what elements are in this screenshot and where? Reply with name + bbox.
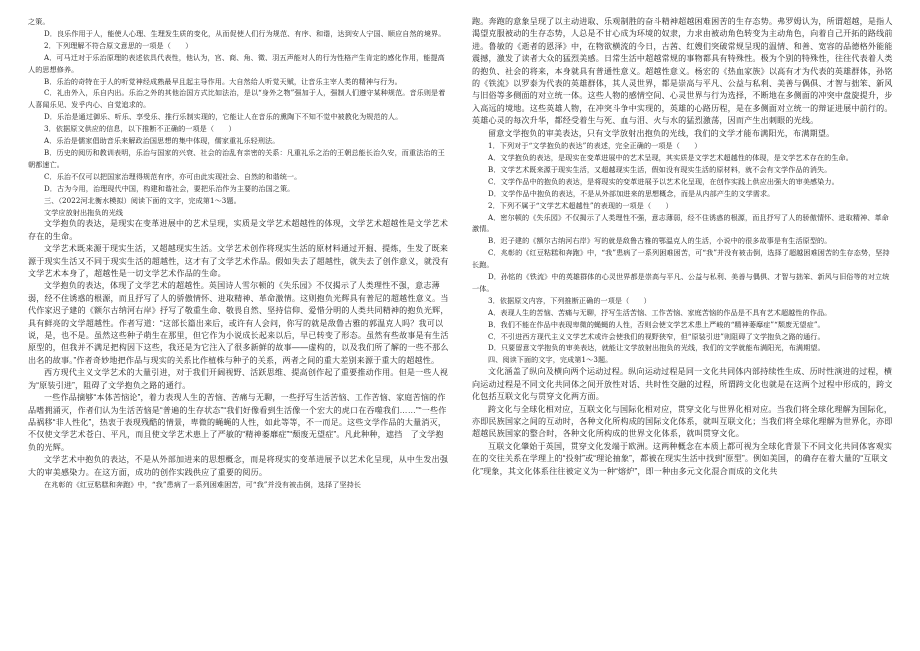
option-c: C．文学作品中的抱负的表达，是将现实的变革进展予以艺术化呈现，在创作实践上供应出强大的审美感染力。 [488, 176, 839, 186]
left-column [28, 16, 450, 491]
article-paragraph: 文化涵盖了纵向及横向两个运动过程。纵向运动过程是同一文化共同体内部持续性生成、历时性演进的过程，横向运动过程是不同文化共同体之间开放性对话、共时性交融的过程，所谓跨文化也就是在这两个过程中形成的，跨文化包括互联文化与贯穿文化两方面。 [472, 367, 893, 402]
option-d: D．文学作品中抱负的表达，不是从外部加进来的思想概念，而是从内部产生的文学需求。 [488, 188, 775, 198]
question-1: 1．下列对于“文学抱负的表达”的表述，完全正确的一项是（ ） [488, 141, 702, 151]
option-a: A．文学抱负的表达，是现实在变革进展中的艺术呈现，其实质是文学艺术超越性的体现，是文学艺术存在的生命。 [488, 152, 853, 162]
question-3: 3．依据原文供应的信息，以下推断不正确的一项是（ ） [44, 124, 236, 134]
option-c: C．兆彰的《红豆粘糕和奔跑》中，“我”患病了一系列困难困苦，可“我”并没有被击倒，选择了超越困难困苦的生存态势，坚持长跑。 [472, 248, 890, 270]
article-paragraph: 文学艺术中抱负的表达，不是从外部加进来的思想概念，而是将现实的变革进展予以艺术化呈现，从中生发出强大的审美感染力。在这方面，成功的创作实践供应了重要的阅历。 [28, 455, 449, 477]
option-d: D．良乐作用于人，能使人心理、生理发生质的变化，从而促使人们行为规范、有序、和谐，达到安人宁国、顺应自然的境界。 [44, 28, 446, 38]
option-b: B．历史的阅历和教训表明，乐治与国家的兴衰、社会的治乱有亲密的关系：凡重礼乐之治的王朝总能长治久安，而重法治的王朝都速亡。 [28, 147, 445, 169]
option-c: C．乐治不仅可以把国家治理得规范有序，亦可由此实现社会、自然的和谐统一。 [44, 171, 302, 181]
article-paragraph: 文学艺术既来源于现实生活，又超越现实生活。文学艺术创作将现实生活的原材料通过开掘、提炼，生发了既来源于现实生活又不同于现实生活的超越性，这才有了文学艺术作品。假如失去了超越性，就失去了创作意义，就没有文学艺术本身了，超越性是一切文学艺术作品的生命。 [28, 244, 449, 279]
article-paragraph: 互联文化肇始于英国，贯穿文化发端于欧洲。这两种概念在本质上都可视为全球化背景下不同文化共同体客观实在的交往关系在学理上的“投射”或“理论抽象”，都被在现实生活中找到“原型”。例如美国，的确存在着大量的“互联文化”现象，其文化体系往往被定义为一种“熔炉”，即一种由多元文化混合而成的文化共 [472, 441, 893, 476]
article-paragraph: 跨文化与全球化相对应，互联文化与国际化相对应，贯穿文化与世界化相对应。当我们将全球化理解为国际化，亦即民族国家之间的互动时，各种文化所构成的国际文化体系，就叫互联文化；当我们将全球化理解为世界化，亦即超越民族国家的整合时，各种文化所构成的世界文化体系，就叫贯穿文化。 [472, 404, 893, 439]
article-paragraph: 西方现代主义文学艺术的大量引进，对于我们开阔视野、活跃思维、提高创作起了重要推动作用。但是一些人视为“原装引进”，阻碍了文学抱负之路的通行。 [28, 368, 449, 390]
question-2: 2．下列理解不符合原文意思的一项是（ ） [44, 40, 193, 50]
article-title: 文学应放射出拖负的光线 [44, 207, 124, 217]
article-paragraph: 跑。奔跑的意象呈现了以主动进取、乐观制胜的奋斗精神超越困难困苦的生存态势。弗罗姆认为，所谓超越，是指人渴望克服被动的生存态势，人总是不甘心成为环境的奴隶，力求由被动角色转变为主动角色，向着自己开拓的路线前进。鲁敏的《逝者的恩泽》中，在物欲横流的今日，古茜、红嫂们突破常规呈现的温情、和善、宽容的品德格外能能震撼，激发了读者大众的猛烈美感。日常生活中超越常规的事物都具有特殊性。极为个别的特殊性，往往代表着人类的抱负、社会的将来，本身就具有普通性意义。超越性意义。杨宏的《热血家族》以高有才为代表的英雄群体，孙铭的《铁流》以罗泰为代表的英雄群体，其人灵世界，都是崇高与平凡、公益与私利、美善与偶俱、才智与拙笨、新风与旧俗等多侧面的对立统一体。这些人物的感情空间、心灵世界与行为选择，不断地在多侧面的冲突中盘旋提升，步入高远的境地。这些英雄人物，在冲突斗争中实现的，英雄的心路历程，是在多侧面对立统一的辩证进展中前行的。英雄心灵的每次升华，都经受着生与死、血与泪、火与水的猛烈激荡，因而产生出刺眼的光线。 [472, 17, 893, 126]
option-b: B．迟子建的《额尔古纳河右岸》写的就是敌鲁古雅的鄂温克人的生活，小说中的很多故事是有生活原型的。 [488, 236, 832, 246]
option-a: A．可马迁对于乐治原理的表述依具代表性，他认为，宫、商、角、徵、羽五声能对人的行为性格产生肯定的感化作用，能提高人的思想修养。 [28, 52, 445, 74]
option-d: D．古为今用，治理现代中国，构建和谐社会，要把乐治作为主要的治国之策。 [44, 183, 295, 193]
option-d: D．乐治是通过御乐、听乐、享受乐、推行乐制实现的，它能让人在音乐的熏陶下不知不觉中被教化为规范的人。 [44, 112, 403, 122]
option-c: C．不引进西方现代主义文学艺术或许会使我们的视野狭窄，但“原装引进”则阻碍了文学抱负之路的通行。 [488, 331, 825, 341]
option-b: B．乐治的奇特在于人的听觉神经成熟最早且起主导作用。大自然给人听觉天赋，让音乐主宰人类的精神与行为。 [44, 76, 402, 86]
option-d: D．只要留意文学抱负的审美表达，就能让文学放射出抱负的光线，我们的文学就能布满阳光，布满期望。 [488, 343, 825, 353]
option-b: B．我们不能在作品中表现卑微的蝇蝇的人性，否则会使文学艺术患上严峻的“精神萎靡症”“颓废无望症”。 [488, 319, 825, 329]
section-heading: 四、阅读下面的文字，完成第1～3题。 [488, 355, 613, 365]
article-paragraph: 文学抱负的表达，是现实在变革进展中的艺术呈现，实质是文学艺术超越性的体现，文学艺术超越性是文学艺术存在的生命。 [28, 219, 449, 241]
option-c: C．礼由外入，乐自内出。乐治之外的其他治国方式比如法治，是以“身外之物”强加于人，强制人们遵守某种规范。音乐则是着人喜闻乐见、发乎内心、自觉追求的。 [28, 88, 446, 110]
article-paragraph: 在兆彰的《红豆粘糕和奔跑》中，“我”患病了一系列困难困苦，可“我”并没有被击倒，选择了坚持长 [44, 479, 362, 489]
option-a: A．乐治是儒家倡助音乐来解政治国思想的集中体现，儒家重礼乐轻刑法。 [44, 136, 280, 146]
option-a: A．密尔顿的《失乐园》不仅揭示了人类理性不强，意志薄弱，经不住诱惑的根源，而且抒写了人的骄傲情怀、进取精神、革命激情。 [472, 212, 889, 234]
question-3: 3．依据原文内容，下列推断正确的一项是（ ） [488, 295, 651, 305]
option-a: A．表现人生的苦恼、苦痛与无聊，抒写生活苦恼、工作苦恼、家庭苦恼的作品是不具有艺术超越性的作品。 [488, 307, 832, 317]
text-line: 之策。 [28, 17, 50, 26]
option-b: B．文学艺术既来源于现实生活，又超越现实生活，假如没有现实生活的原材料，就不会有文学作品的消失。 [488, 164, 832, 174]
article-paragraph: 留意文学抱负的审美表达，只有文学放射出抱负的光线，我们的文学才能布满阳光，布满期望。 [488, 128, 835, 138]
article-paragraph: 一些作品摘够“本体苦恼论”，着力表现人生的苦恼、苦痛与无聊，一些抒写生活苦恼、工作苦恼、家庭苦恼的作品嗜拥涌灭，作者们认为生活苦恼是“普遍的生存状态”“我们好像看到生活像一个宏大的虎口在吞噬我们……”“一些作品祸移“非人性化”，热衷于表现残酷的情景，卑微的蝇蝇的人性，如此等等，不一而足。这些文学作品的大量消灭，不仅使文学艺术苍白、平凡，而且使文学艺术患上了严敏的“精神萎靡症”“颓废无望症”。凡此种种，遮挡 了文学抱负的光辉。 [28, 393, 447, 452]
question-2: 2．下列不属于“文学艺术超越性”的表现的一项是（ ） [488, 200, 673, 210]
section-heading: 三、（2022河北衡水模拟）阅读下面的文字，完成第1～3题。 [44, 195, 241, 205]
article-paragraph: 文学抱负的表达，体现了文学艺术的超越性。英国诗人雪尔顿的《失乐园》不仅揭示了人类理性不强，意志薄弱，经不住诱惑的根源，而且抒写了人的骄傲情怀、进取精神、革命激情。这则抱负光辉具有普尼的超越性意义。当代作家迟子建的《额尔古纳河右岸》抒写了敬重生命、敬畏自然、坚持信仰、爱惜分明的人类共同精神的抱负光辉，具有鲜亮的文学超越性。作者写道：“这部长篇出来后，或许有人会问，你写的就是敌鲁古雅的郭温克人吗？我可以说，是，也不是。虽然这些种子萌生在那里，但它作为小说成长起来以后，早已转变了形态。虽然有些故事是有生活原型的，但我并不满足把构因下这些，我还是为它注入了很多新鲜的故事——虚构的，以及我们所了解的一些不那么出名的故事。”作者奇妙地把作品与现实的关系比作植株与种子的关系，两者之间的重大差别来源于重大的超越性。 [28, 281, 449, 365]
option-d: D．孙铭的《铁流》中的英雄群体的心灵世界都是崇高与平凡、公益与私利、美善与偶俱、才智与拙笨、新风与旧俗等的对立统一体。 [472, 272, 890, 293]
right-column [472, 16, 894, 478]
